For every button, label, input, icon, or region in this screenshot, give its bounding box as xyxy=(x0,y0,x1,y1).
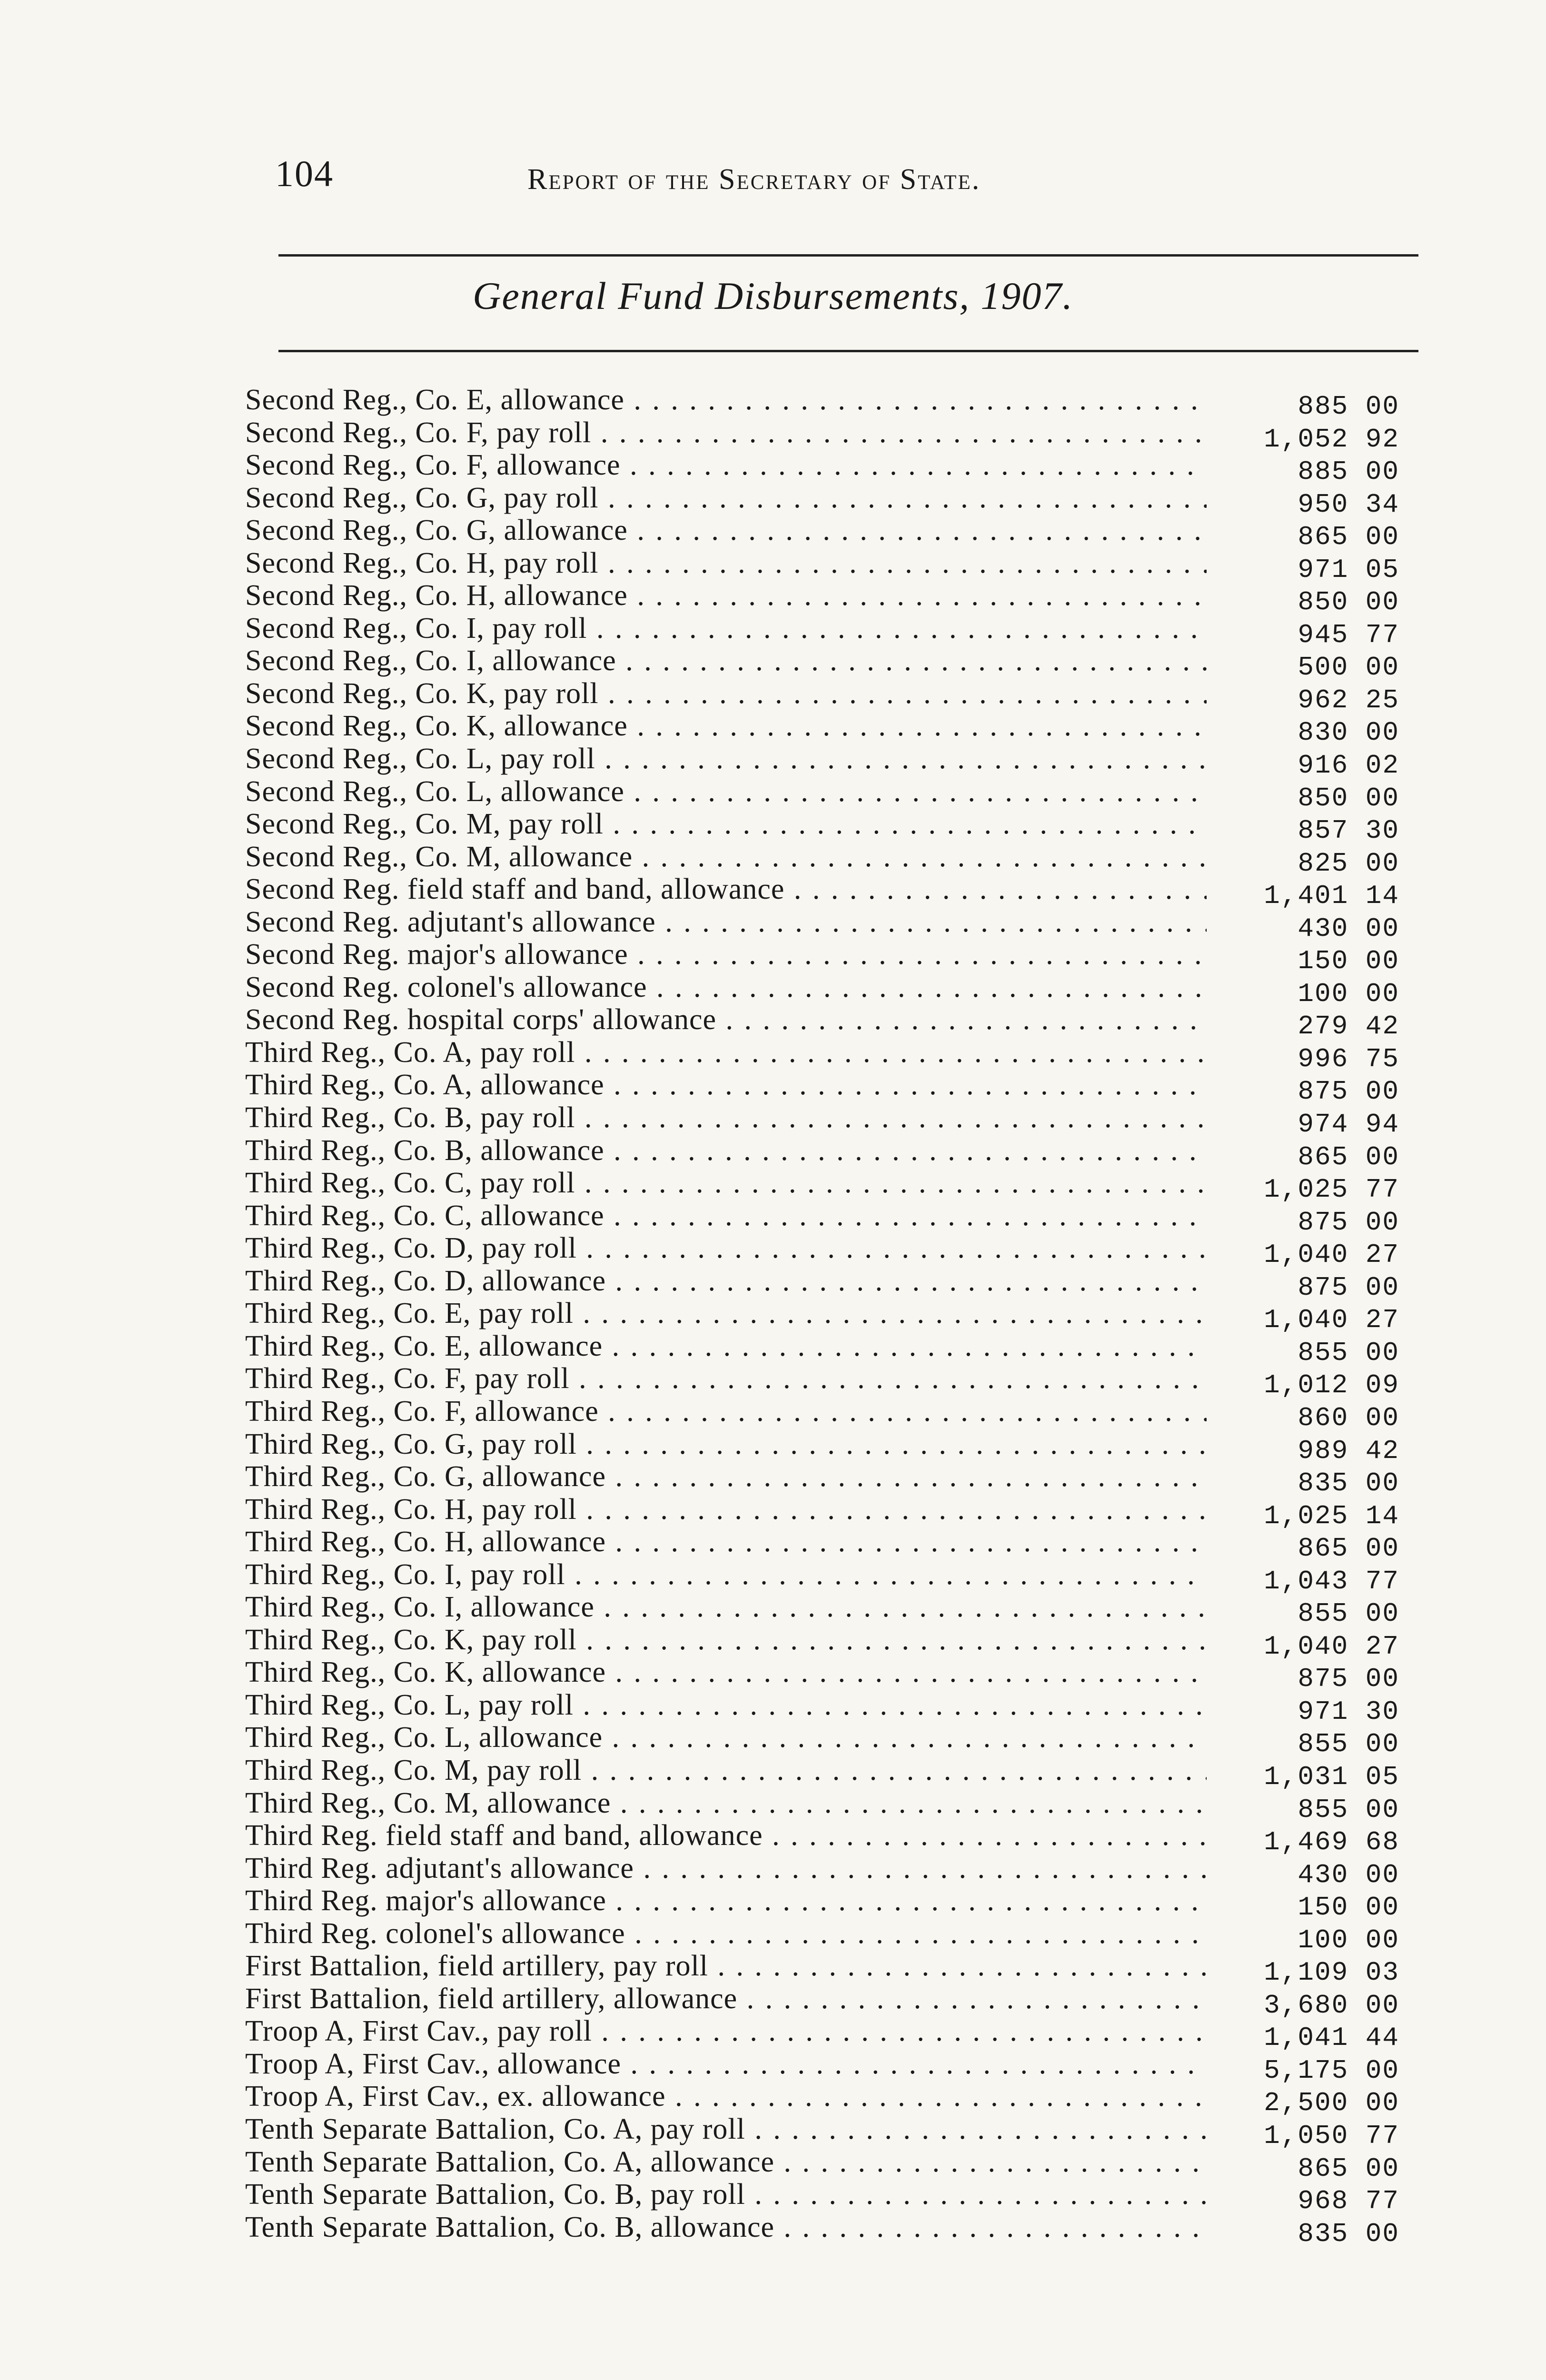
entry-description: Third Reg., Co. C, pay roll . . . xyxy=(245,1167,1207,1200)
ledger-row xyxy=(245,1036,1399,1074)
entry-description: Second Reg. colonel's allowance . . . xyxy=(245,971,1207,1004)
entry-amount: 1,012 09 xyxy=(1264,1370,1399,1401)
ledger-row xyxy=(245,1819,1399,1858)
entry-description: Third Reg., Co. D, pay roll . . . xyxy=(245,1232,1207,1265)
ledger-row xyxy=(245,1069,1399,1107)
ledger-row xyxy=(245,1917,1399,1955)
entry-amount: 1,040 27 xyxy=(1264,1240,1399,1270)
ledger-row xyxy=(245,905,1399,944)
entry-amount: 1,043 77 xyxy=(1264,1566,1399,1597)
entry-amount: 996 75 xyxy=(1298,1043,1399,1074)
ledger-row xyxy=(245,1297,1399,1336)
entry-amount: 971 05 xyxy=(1298,554,1399,585)
ledger-row xyxy=(245,1950,1399,1988)
entry-amount: 885 00 xyxy=(1298,456,1399,487)
ledger-row xyxy=(245,2080,1399,2119)
ledger-row xyxy=(245,840,1399,879)
ledger-row xyxy=(245,1134,1399,1172)
ledger-row xyxy=(245,938,1399,977)
entry-description: Second Reg., Co. F, pay roll . . . xyxy=(245,416,1207,449)
ledger-row xyxy=(245,808,1399,846)
entry-description: Second Reg., Co. E, allowance . . . xyxy=(245,384,1207,416)
entry-amount: 962 25 xyxy=(1298,684,1399,715)
entry-amount: 855 00 xyxy=(1298,1794,1399,1825)
entry-amount: 857 30 xyxy=(1298,815,1399,846)
entry-description: Second Reg., Co. F, allowance . . . xyxy=(245,449,1207,482)
ledger-row xyxy=(245,1591,1399,1629)
entry-description: Second Reg., Co. I, allowance . . . xyxy=(245,645,1207,677)
entry-amount: 1,040 27 xyxy=(1264,1631,1399,1662)
entry-amount: 875 00 xyxy=(1298,1664,1399,1695)
entry-amount: 430 00 xyxy=(1298,913,1399,944)
entry-amount: 5,175 00 xyxy=(1264,2055,1399,2086)
ledger-row xyxy=(245,579,1399,618)
entry-description: Third Reg., Co. B, pay roll . . . xyxy=(245,1101,1207,1134)
entry-amount: 989 42 xyxy=(1298,1435,1399,1466)
page-number: 104 xyxy=(275,153,334,194)
running-title: Report of the Secretary of State. xyxy=(527,163,981,196)
ledger-row xyxy=(245,1101,1399,1140)
ledger-row xyxy=(245,1623,1399,1662)
entry-amount: 865 00 xyxy=(1298,522,1399,553)
header-rule xyxy=(278,254,1418,257)
entry-amount: 875 00 xyxy=(1298,1272,1399,1303)
ledger-row xyxy=(245,1982,1399,2021)
entry-amount: 1,050 77 xyxy=(1264,2120,1399,2151)
entry-amount: 830 00 xyxy=(1298,717,1399,748)
entry-amount: 971 30 xyxy=(1298,1696,1399,1727)
entry-description: Second Reg., Co. H, allowance . . . xyxy=(245,579,1207,612)
ledger-row xyxy=(245,873,1399,912)
entry-amount: 860 00 xyxy=(1298,1402,1399,1433)
ledger-row xyxy=(245,1167,1399,1205)
ledger-row xyxy=(245,2178,1399,2217)
entry-description: Third Reg., Co. E, pay roll . . . xyxy=(245,1297,1207,1330)
entry-amount: 1,401 14 xyxy=(1264,881,1399,912)
entry-amount: 875 00 xyxy=(1298,1076,1399,1107)
ledger-row xyxy=(245,1656,1399,1695)
entry-description: Third Reg., Co. K, pay roll . . . xyxy=(245,1624,1207,1656)
entry-description: Troop A, First Cav., allowance . . . xyxy=(245,2048,1207,2081)
ledger-row xyxy=(245,384,1399,422)
entry-amount: 855 00 xyxy=(1298,1729,1399,1760)
ledger-row xyxy=(245,743,1399,781)
section-title: General Fund Disbursements, 1907. xyxy=(473,274,1073,317)
ledger-row xyxy=(245,1329,1399,1368)
entry-amount: 1,025 14 xyxy=(1264,1500,1399,1531)
ledger-row xyxy=(245,1003,1399,1042)
entry-amount: 3,680 00 xyxy=(1264,1990,1399,2021)
ledger-row xyxy=(245,481,1399,520)
ledger-row xyxy=(245,514,1399,553)
ledger-row xyxy=(245,1852,1399,1890)
entry-description: Third Reg., Co. I, pay roll . . . xyxy=(245,1558,1207,1591)
entry-amount: 100 00 xyxy=(1298,1924,1399,1955)
entry-amount: 1,469 68 xyxy=(1264,1827,1399,1858)
entry-description: Third Reg. colonel's allowance . . . xyxy=(245,1917,1207,1950)
entry-description: Third Reg. major's allowance . . . xyxy=(245,1884,1207,1917)
entry-description: Second Reg., Co. I, pay roll . . . xyxy=(245,612,1207,645)
entry-description: Third Reg., Co. F, pay roll . . . xyxy=(245,1362,1207,1395)
entry-amount: 968 77 xyxy=(1298,2186,1399,2217)
entry-amount: 1,025 77 xyxy=(1264,1174,1399,1205)
entry-description: Troop A, First Cav., pay roll . . . xyxy=(245,2015,1207,2048)
entry-description: Second Reg., Co. G, allowance . . . xyxy=(245,514,1207,547)
ledger-row xyxy=(245,1395,1399,1433)
ledger-row xyxy=(245,775,1399,813)
entry-amount: 855 00 xyxy=(1298,1337,1399,1368)
entry-amount: 916 02 xyxy=(1298,750,1399,781)
ledger-row xyxy=(245,1199,1399,1238)
entry-amount: 150 00 xyxy=(1298,946,1399,977)
entry-amount: 865 00 xyxy=(1298,1141,1399,1172)
entry-amount: 945 77 xyxy=(1298,619,1399,650)
entry-description: Third Reg., Co. M, allowance . . . xyxy=(245,1787,1207,1820)
entry-description: First Battalion, field artillery, pay roll . . . xyxy=(245,1950,1207,1983)
ledger-row xyxy=(245,2112,1399,2151)
ledger-row xyxy=(245,1721,1399,1760)
entry-description: Third Reg. adjutant's allowance . . . xyxy=(245,1852,1207,1885)
ledger-row xyxy=(245,612,1399,650)
entry-description: Third Reg., Co. A, allowance . . . xyxy=(245,1069,1207,1101)
ledger-row xyxy=(245,645,1399,683)
ledger-row xyxy=(245,677,1399,715)
entry-amount: 885 00 xyxy=(1298,391,1399,422)
ledger-row xyxy=(245,1264,1399,1303)
entry-amount: 865 00 xyxy=(1298,1533,1399,1564)
entry-amount: 855 00 xyxy=(1298,1598,1399,1629)
entry-amount: 430 00 xyxy=(1298,1859,1399,1890)
entry-description: Second Reg., Co. H, pay roll . . . xyxy=(245,547,1207,580)
entry-amount: 1,040 27 xyxy=(1264,1305,1399,1336)
entry-description: Second Reg., Co. M, allowance . . . xyxy=(245,841,1207,873)
ledger-row xyxy=(245,2047,1399,2086)
entry-amount: 279 42 xyxy=(1298,1011,1399,1042)
entry-amount: 850 00 xyxy=(1298,587,1399,618)
entry-description: Third Reg., Co. C, allowance . . . xyxy=(245,1200,1207,1232)
entry-amount: 1,052 92 xyxy=(1264,424,1399,455)
entry-amount: 850 00 xyxy=(1298,783,1399,813)
ledger-row xyxy=(245,2015,1399,2053)
entry-description: Third Reg., Co. D, allowance . . . xyxy=(245,1265,1207,1298)
ledger-row xyxy=(245,1232,1399,1270)
entry-description: Second Reg., Co. L, pay roll . . . xyxy=(245,743,1207,775)
ledger-row xyxy=(245,971,1399,1009)
entry-amount: 100 00 xyxy=(1298,978,1399,1009)
ledger-row xyxy=(245,2211,1399,2249)
entry-amount: 1,109 03 xyxy=(1264,1957,1399,1988)
ledger-row xyxy=(245,1493,1399,1531)
entry-description: Troop A, First Cav., ex. allowance . . . xyxy=(245,2080,1207,2113)
ledger-row xyxy=(245,1428,1399,1466)
ledger-row xyxy=(245,710,1399,748)
entry-description: Tenth Separate Battalion, Co. B, pay roll . . . xyxy=(245,2178,1207,2211)
ledger-row xyxy=(245,1884,1399,1923)
entry-amount: 2,500 00 xyxy=(1264,2088,1399,2119)
ledger-row xyxy=(245,1558,1399,1597)
entry-description: Second Reg. major's allowance . . . xyxy=(245,938,1207,971)
entry-description: Third Reg., Co. L, pay roll . . . xyxy=(245,1689,1207,1722)
entry-description: Tenth Separate Battalion, Co. A, allowance . . . xyxy=(245,2146,1207,2179)
ledger-row xyxy=(245,2145,1399,2184)
entry-amount: 865 00 xyxy=(1298,2153,1399,2184)
entry-amount: 825 00 xyxy=(1298,848,1399,879)
entry-description: Second Reg., Co. K, pay roll . . . xyxy=(245,677,1207,710)
ledger-row xyxy=(245,1460,1399,1499)
ledger-row xyxy=(245,1688,1399,1727)
entry-description: Third Reg., Co. G, allowance . . . xyxy=(245,1460,1207,1493)
entry-description: Second Reg., Co. M, pay roll . . . xyxy=(245,808,1207,841)
entry-amount: 835 00 xyxy=(1298,1468,1399,1499)
entry-description: Third Reg., Co. K, allowance . . . xyxy=(245,1656,1207,1689)
entry-amount: 875 00 xyxy=(1298,1207,1399,1238)
disbursement-ledger xyxy=(245,384,1399,2249)
ledger-row xyxy=(245,416,1399,455)
ledger-row xyxy=(245,1754,1399,1792)
entry-description: Second Reg. adjutant's allowance . . . xyxy=(245,906,1207,939)
entry-description: Third Reg., Co. G, pay roll . . . xyxy=(245,1428,1207,1461)
entry-amount: 835 00 xyxy=(1298,2218,1399,2249)
title-rule xyxy=(278,350,1418,352)
entry-description: Third Reg., Co. M, pay roll . . . xyxy=(245,1754,1207,1787)
entry-description: Second Reg., Co. K, allowance . . . xyxy=(245,710,1207,743)
entry-description: Second Reg. field staff and band, allowance . . . xyxy=(245,873,1207,906)
entry-amount: 950 34 xyxy=(1298,489,1399,520)
entry-description: Second Reg., Co. L, allowance . . . xyxy=(245,775,1207,808)
ledger-row xyxy=(245,1526,1399,1564)
entry-amount: 974 94 xyxy=(1298,1109,1399,1140)
ledger-row xyxy=(245,1786,1399,1825)
entry-amount: 1,031 05 xyxy=(1264,1761,1399,1792)
entry-description: Tenth Separate Battalion, Co. B, allowance . . . xyxy=(245,2211,1207,2244)
entry-description: Third Reg., Co. I, allowance . . . xyxy=(245,1591,1207,1624)
entry-description: Tenth Separate Battalion, Co. A, pay roll . . . xyxy=(245,2113,1207,2146)
entry-description: Third Reg., Co. F, allowance . . . xyxy=(245,1395,1207,1428)
entry-description: Third Reg., Co. E, allowance . . . xyxy=(245,1330,1207,1363)
entry-description: Third Reg., Co. L, allowance . . . xyxy=(245,1721,1207,1754)
ledger-row xyxy=(245,1362,1399,1401)
entry-description: Second Reg., Co. G, pay roll . . . xyxy=(245,482,1207,515)
ledger-row xyxy=(245,546,1399,585)
entry-description: Third Reg. field staff and band, allowance . . . xyxy=(245,1819,1207,1852)
entry-description: Third Reg., Co. H, allowance . . . xyxy=(245,1526,1207,1558)
entry-amount: 1,041 44 xyxy=(1264,2023,1399,2053)
entry-description: First Battalion, field artillery, allowance . . . xyxy=(245,1983,1207,2015)
entry-description: Third Reg., Co. H, pay roll . . . xyxy=(245,1493,1207,1526)
entry-description: Third Reg., Co. A, pay roll . . . xyxy=(245,1036,1207,1069)
ledger-row xyxy=(245,449,1399,487)
entry-amount: 500 00 xyxy=(1298,652,1399,683)
entry-amount: 150 00 xyxy=(1298,1892,1399,1923)
entry-description: Third Reg., Co. B, allowance . . . xyxy=(245,1134,1207,1167)
entry-description: Second Reg. hospital corps' allowance . . . xyxy=(245,1003,1207,1036)
